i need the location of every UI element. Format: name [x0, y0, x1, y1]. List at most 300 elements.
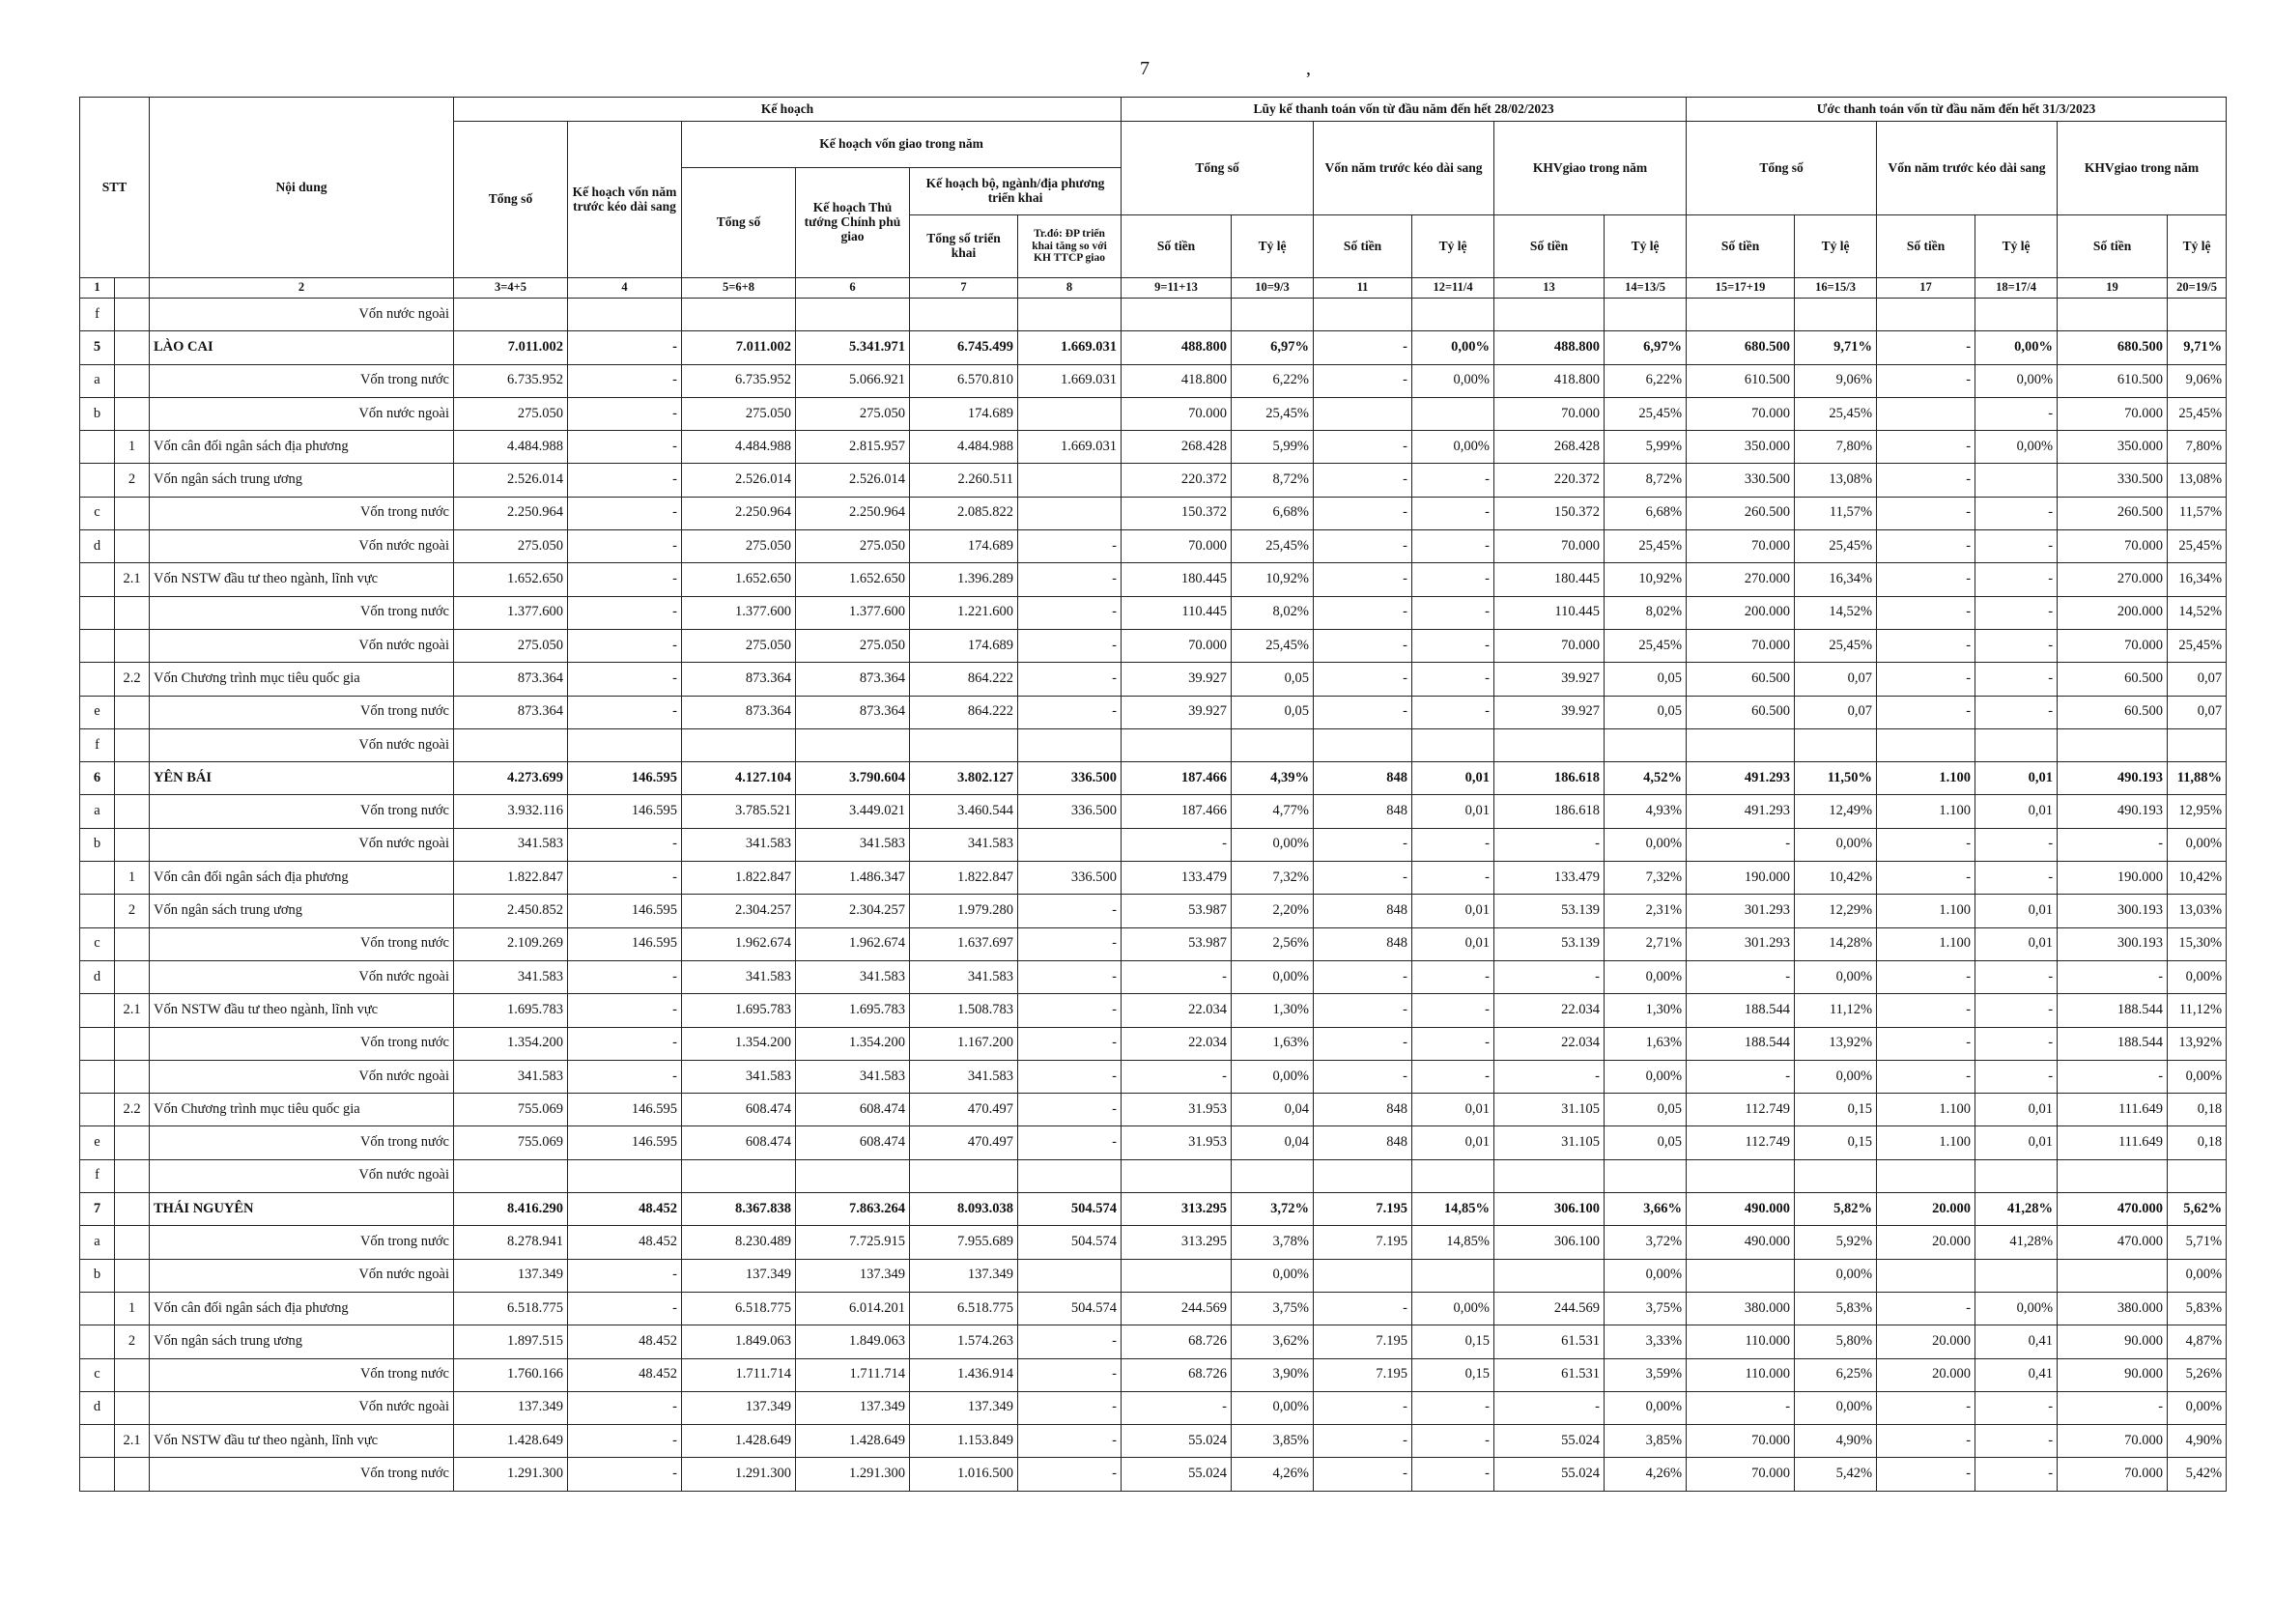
value-cell: -	[1877, 331, 1975, 364]
value-cell: 0,05	[1232, 696, 1314, 728]
value-cell: 5,26%	[2168, 1358, 2227, 1391]
value-cell: 70.000	[1494, 397, 1605, 430]
value-cell	[568, 299, 682, 331]
value-cell: -	[1877, 1292, 1975, 1325]
value-cell: 110.445	[1494, 596, 1605, 629]
value-cell: 1.695.783	[796, 994, 910, 1027]
sub-stt-cell	[115, 331, 150, 364]
content-cell: Vốn trong nước	[150, 364, 454, 397]
header-lk-von-nam-truoc: Vốn năm trước kéo dài sang	[1314, 122, 1494, 215]
value-cell: -	[1975, 696, 2058, 728]
value-cell: 39.927	[1494, 696, 1605, 728]
table-row	[80, 497, 2227, 529]
value-cell: 1.695.783	[682, 994, 796, 1027]
value-cell: 25,45%	[1232, 397, 1314, 430]
sub-stt-cell	[115, 364, 150, 397]
value-cell: 341.583	[910, 1060, 1018, 1093]
table-row	[80, 1159, 2227, 1192]
stt-cell	[80, 1094, 115, 1126]
value-cell: -	[1877, 1027, 1975, 1060]
value-cell: 3.785.521	[682, 795, 796, 828]
value-cell: 336.500	[1018, 862, 1122, 895]
value-cell	[568, 728, 682, 761]
value-cell: 5,42%	[2168, 1458, 2227, 1491]
col-index: 18=17/4	[1975, 278, 2058, 299]
value-cell: -	[1314, 1458, 1412, 1491]
value-cell: 2.250.964	[796, 497, 910, 529]
value-cell: 5,42%	[1795, 1458, 1877, 1491]
value-cell: -	[1975, 663, 2058, 696]
value-cell: 6.518.775	[682, 1292, 796, 1325]
value-cell: -	[568, 828, 682, 861]
stt-cell: f	[80, 1159, 115, 1192]
value-cell: -	[1018, 596, 1122, 629]
value-cell: 848	[1314, 1094, 1412, 1126]
value-cell	[1877, 1159, 1975, 1192]
value-cell: 14,52%	[1795, 596, 1877, 629]
col-index: 17	[1877, 278, 1975, 299]
value-cell: 864.222	[910, 696, 1018, 728]
col-index: 19	[2058, 278, 2168, 299]
value-cell: 60.500	[2058, 663, 2168, 696]
col-index: 12=11/4	[1412, 278, 1494, 299]
value-cell: 14,52%	[2168, 596, 2227, 629]
table-row	[80, 762, 2227, 795]
sub-stt-cell	[115, 728, 150, 761]
value-cell: 244.569	[1122, 1292, 1232, 1325]
value-cell: 275.050	[454, 397, 568, 430]
sub-stt-cell	[115, 530, 150, 563]
value-cell: 341.583	[682, 828, 796, 861]
value-cell: 53.987	[1122, 895, 1232, 927]
value-cell: 110.445	[1122, 596, 1232, 629]
value-cell: 13,03%	[2168, 895, 2227, 927]
table-row	[80, 1193, 2227, 1226]
value-cell: 6,68%	[1605, 497, 1687, 529]
value-cell: 70.000	[1687, 530, 1795, 563]
value-cell: 55.024	[1494, 1425, 1605, 1458]
value-cell: 70.000	[1687, 629, 1795, 662]
stt-cell: a	[80, 364, 115, 397]
value-cell	[796, 1159, 910, 1192]
value-cell: 300.193	[2058, 895, 2168, 927]
value-cell: 0,00%	[1412, 431, 1494, 464]
content-cell: Vốn nước ngoài	[150, 299, 454, 331]
value-cell: 5,99%	[1232, 431, 1314, 464]
value-cell: 341.583	[454, 828, 568, 861]
value-cell: 268.428	[1122, 431, 1232, 464]
value-cell: 1.377.600	[454, 596, 568, 629]
value-cell: 0,15	[1412, 1325, 1494, 1358]
value-cell: 55.024	[1494, 1458, 1605, 1491]
value-cell: -	[1314, 331, 1412, 364]
value-cell	[1975, 1259, 2058, 1292]
value-cell: 8.230.489	[682, 1226, 796, 1259]
value-cell: 490.193	[2058, 762, 2168, 795]
value-cell: 350.000	[1687, 431, 1795, 464]
value-cell: 174.689	[910, 530, 1018, 563]
value-cell: 2.085.822	[910, 497, 1018, 529]
value-cell: -	[1975, 629, 2058, 662]
value-cell: 22.034	[1494, 1027, 1605, 1060]
content-cell: Vốn trong nước	[150, 927, 454, 960]
value-cell: 3,33%	[1605, 1325, 1687, 1358]
value-cell: 341.583	[796, 1060, 910, 1093]
value-cell: 14,85%	[1412, 1193, 1494, 1226]
value-cell: 55.024	[1122, 1425, 1232, 1458]
sub-stt-cell: 2	[115, 1325, 150, 1358]
value-cell: 150.372	[1122, 497, 1232, 529]
table-row	[80, 663, 2227, 696]
value-cell: 301.293	[1687, 927, 1795, 960]
value-cell: 7.195	[1314, 1325, 1412, 1358]
value-cell: 1.849.063	[682, 1325, 796, 1358]
value-cell: 608.474	[796, 1094, 910, 1126]
header-lk-khv-giao: KHVgiao trong năm	[1494, 122, 1687, 215]
value-cell: -	[1314, 1292, 1412, 1325]
table-row	[80, 464, 2227, 497]
value-cell: 0,00%	[1975, 1292, 2058, 1325]
value-cell: 0,07	[2168, 696, 2227, 728]
col-index: 11	[1314, 278, 1412, 299]
content-cell: Vốn trong nước	[150, 696, 454, 728]
value-cell: -	[1018, 1325, 1122, 1358]
content-cell: Vốn Chương trình mục tiêu quốc gia	[150, 663, 454, 696]
content-cell: Vốn cân đối ngân sách địa phương	[150, 1292, 454, 1325]
value-cell: 1.100	[1877, 795, 1975, 828]
value-cell: -	[1687, 960, 1795, 993]
value-cell: 8,72%	[1232, 464, 1314, 497]
stt-cell	[80, 862, 115, 895]
value-cell	[682, 728, 796, 761]
value-cell: -	[1018, 1358, 1122, 1391]
value-cell: 0,07	[1795, 696, 1877, 728]
value-cell: -	[2058, 1391, 2168, 1424]
value-cell: 0,04	[1232, 1094, 1314, 1126]
col-index: 5=6+8	[682, 278, 796, 299]
col-index: 3=4+5	[454, 278, 568, 299]
value-cell: -	[568, 1292, 682, 1325]
value-cell: 488.800	[1122, 331, 1232, 364]
value-cell: 1.100	[1877, 762, 1975, 795]
value-cell: -	[1975, 1425, 2058, 1458]
content-cell: Vốn nước ngoài	[150, 1391, 454, 1424]
value-cell: 0,01	[1975, 795, 2058, 828]
value-cell: 20.000	[1877, 1358, 1975, 1391]
content-cell: Vốn nước ngoài	[150, 530, 454, 563]
value-cell: -	[1687, 828, 1795, 861]
value-cell	[454, 728, 568, 761]
value-cell: 110.000	[1687, 1358, 1795, 1391]
value-cell: 1.354.200	[454, 1027, 568, 1060]
value-cell: 13,92%	[2168, 1027, 2227, 1060]
stt-cell	[80, 1325, 115, 1358]
value-cell: -	[1412, 464, 1494, 497]
value-cell: 6,22%	[1232, 364, 1314, 397]
value-cell: 16,34%	[1795, 563, 1877, 596]
value-cell: 848	[1314, 1126, 1412, 1159]
value-cell: 0,00%	[1795, 960, 1877, 993]
value-cell: 11,57%	[2168, 497, 2227, 529]
value-cell: 188.544	[1687, 994, 1795, 1027]
value-cell: 0,01	[1975, 927, 2058, 960]
value-cell: 70.000	[1122, 530, 1232, 563]
value-cell: -	[1412, 696, 1494, 728]
value-cell: 1.711.714	[796, 1358, 910, 1391]
value-cell: 300.193	[2058, 927, 2168, 960]
value-cell: 873.364	[682, 663, 796, 696]
value-cell: 16,34%	[2168, 563, 2227, 596]
content-cell: Vốn nước ngoài	[150, 1159, 454, 1192]
value-cell: 1.291.300	[796, 1458, 910, 1491]
value-cell: 1.669.031	[1018, 431, 1122, 464]
value-cell: 0,00%	[2168, 828, 2227, 861]
header-ty-le: Tỷ lệ	[2168, 215, 2227, 278]
header-kh-tong-so: Tổng số	[454, 122, 568, 278]
col-index: 1	[80, 278, 115, 299]
value-cell: 146.595	[568, 927, 682, 960]
value-cell: 0,01	[1412, 927, 1494, 960]
value-cell	[1877, 397, 1975, 430]
value-cell: 0,00%	[1605, 1259, 1687, 1292]
value-cell: -	[1018, 663, 1122, 696]
value-cell: 504.574	[1018, 1292, 1122, 1325]
value-cell: 341.583	[454, 960, 568, 993]
value-cell	[682, 1159, 796, 1192]
value-cell: 20.000	[1877, 1193, 1975, 1226]
table-row	[80, 1226, 2227, 1259]
value-cell: -	[568, 563, 682, 596]
value-cell: 12,49%	[1795, 795, 1877, 828]
value-cell	[1232, 1159, 1314, 1192]
value-cell: 1.822.847	[454, 862, 568, 895]
value-cell: 61.531	[1494, 1325, 1605, 1358]
value-cell: 7.195	[1314, 1358, 1412, 1391]
value-cell: -	[1018, 563, 1122, 596]
value-cell: 70.000	[1494, 629, 1605, 662]
column-index-row	[80, 278, 2227, 299]
stt-cell: e	[80, 696, 115, 728]
value-cell: 12,95%	[2168, 795, 2227, 828]
value-cell: 470.000	[2058, 1193, 2168, 1226]
value-cell: -	[1877, 464, 1975, 497]
value-cell: -	[1412, 828, 1494, 861]
value-cell: 0,15	[1795, 1094, 1877, 1126]
value-cell: 2,71%	[1605, 927, 1687, 960]
value-cell: 244.569	[1494, 1292, 1605, 1325]
value-cell	[2058, 728, 2168, 761]
value-cell: 5,82%	[1795, 1193, 1877, 1226]
value-cell	[1605, 299, 1687, 331]
value-cell: 0,00%	[1795, 1259, 1877, 1292]
stt-cell	[80, 1425, 115, 1458]
col-index: 14=13/5	[1605, 278, 1687, 299]
value-cell: 7.195	[1314, 1193, 1412, 1226]
value-cell	[910, 1159, 1018, 1192]
value-cell: 4,93%	[1605, 795, 1687, 828]
value-cell: 1.377.600	[682, 596, 796, 629]
col-index: 10=9/3	[1232, 278, 1314, 299]
value-cell: 190.000	[2058, 862, 2168, 895]
value-cell: 9,06%	[1795, 364, 1877, 397]
value-cell: 1.354.200	[796, 1027, 910, 1060]
sub-stt-cell	[115, 1060, 150, 1093]
value-cell: 146.595	[568, 795, 682, 828]
value-cell: 4.484.988	[454, 431, 568, 464]
value-cell: 0,41	[1975, 1358, 2058, 1391]
header-ty-le: Tỷ lệ	[1605, 215, 1687, 278]
value-cell: 4,39%	[1232, 762, 1314, 795]
value-cell: 7,32%	[1232, 862, 1314, 895]
value-cell: 2.526.014	[796, 464, 910, 497]
value-cell: 70.000	[1687, 1425, 1795, 1458]
value-cell: 14,28%	[1795, 927, 1877, 960]
value-cell: 48.452	[568, 1193, 682, 1226]
value-cell: 341.583	[910, 960, 1018, 993]
table-row	[80, 364, 2227, 397]
value-cell: 13,08%	[1795, 464, 1877, 497]
value-cell	[1412, 299, 1494, 331]
value-cell: 7.863.264	[796, 1193, 910, 1226]
value-cell: 25,45%	[1605, 530, 1687, 563]
value-cell	[2168, 728, 2227, 761]
value-cell: -	[1412, 663, 1494, 696]
value-cell: -	[568, 960, 682, 993]
value-cell: -	[1975, 960, 2058, 993]
value-cell: 8.367.838	[682, 1193, 796, 1226]
value-cell: 20.000	[1877, 1325, 1975, 1358]
table-row	[80, 299, 2227, 331]
col-index: 20=19/5	[2168, 278, 2227, 299]
value-cell: -	[1412, 1027, 1494, 1060]
value-cell: 70.000	[1687, 1458, 1795, 1491]
stt-cell: 7	[80, 1193, 115, 1226]
value-cell: 186.618	[1494, 795, 1605, 828]
value-cell: 504.574	[1018, 1226, 1122, 1259]
value-cell: 25,45%	[2168, 397, 2227, 430]
value-cell: 3,59%	[1605, 1358, 1687, 1391]
value-cell: -	[1314, 530, 1412, 563]
value-cell: 6,22%	[1605, 364, 1687, 397]
content-cell: Vốn nước ngoài	[150, 828, 454, 861]
value-cell: 0,01	[1412, 1094, 1494, 1126]
value-cell	[1314, 299, 1412, 331]
value-cell: 187.466	[1122, 762, 1232, 795]
value-cell: -	[1412, 1060, 1494, 1093]
value-cell: -	[1412, 1425, 1494, 1458]
value-cell: 55.024	[1122, 1458, 1232, 1491]
value-cell: -	[568, 331, 682, 364]
table-row	[80, 331, 2227, 364]
value-cell: 864.222	[910, 663, 1018, 696]
value-cell	[1314, 728, 1412, 761]
value-cell: 1,30%	[1232, 994, 1314, 1027]
value-cell: 39.927	[1494, 663, 1605, 696]
value-cell: -	[1877, 629, 1975, 662]
value-cell	[568, 1159, 682, 1192]
value-cell: 41,28%	[1975, 1193, 2058, 1226]
value-cell	[1975, 728, 2058, 761]
value-cell: -	[1412, 862, 1494, 895]
value-cell: 12,29%	[1795, 895, 1877, 927]
value-cell: -	[1018, 960, 1122, 993]
content-cell: Vốn trong nước	[150, 1458, 454, 1491]
table-row	[80, 696, 2227, 728]
value-cell: -	[1877, 696, 1975, 728]
value-cell: 275.050	[796, 530, 910, 563]
value-cell: -	[1018, 629, 1122, 662]
value-cell: 275.050	[682, 629, 796, 662]
value-cell: 200.000	[1687, 596, 1795, 629]
value-cell: -	[1018, 530, 1122, 563]
value-cell: -	[1412, 563, 1494, 596]
value-cell: 31.953	[1122, 1126, 1232, 1159]
content-cell: Vốn trong nước	[150, 497, 454, 529]
header-kh-von-giao: Kế hoạch vốn giao trong năm	[682, 122, 1122, 168]
value-cell: -	[568, 497, 682, 529]
header-ty-le: Tỷ lệ	[1795, 215, 1877, 278]
value-cell: 0,01	[1975, 1126, 2058, 1159]
value-cell: 187.466	[1122, 795, 1232, 828]
value-cell: 5,92%	[1795, 1226, 1877, 1259]
value-cell: -	[568, 1391, 682, 1424]
value-cell: -	[568, 696, 682, 728]
header-kh-ttcp: Kế hoạch Thủ tướng Chính phủ giao	[796, 168, 910, 278]
sub-stt-cell	[115, 927, 150, 960]
value-cell: 8.416.290	[454, 1193, 568, 1226]
value-cell: -	[1877, 530, 1975, 563]
table-row	[80, 530, 2227, 563]
value-cell: 0,00%	[1795, 1060, 1877, 1093]
value-cell: 275.050	[454, 629, 568, 662]
content-cell: Vốn nước ngoài	[150, 1259, 454, 1292]
sub-stt-cell: 2	[115, 464, 150, 497]
value-cell: 25,45%	[2168, 629, 2227, 662]
value-cell: 0,00%	[2168, 1060, 2227, 1093]
value-cell: -	[1494, 1060, 1605, 1093]
value-cell: 1.428.649	[682, 1425, 796, 1458]
value-cell: 2.260.511	[910, 464, 1018, 497]
value-cell: 1.574.263	[910, 1325, 1018, 1358]
value-cell: -	[1314, 1027, 1412, 1060]
value-cell: 0,00%	[1232, 1391, 1314, 1424]
value-cell: 4.127.104	[682, 762, 796, 795]
value-cell: 873.364	[454, 696, 568, 728]
value-cell: 7.195	[1314, 1226, 1412, 1259]
value-cell: 8.093.038	[910, 1193, 1018, 1226]
value-cell	[1795, 728, 1877, 761]
header-tong-so-trien-khai: Tổng số triển khai	[910, 215, 1018, 278]
value-cell: -	[1975, 994, 2058, 1027]
stt-cell	[80, 895, 115, 927]
value-cell: 4,90%	[2168, 1425, 2227, 1458]
value-cell: 9,71%	[2168, 331, 2227, 364]
value-cell: 137.349	[796, 1391, 910, 1424]
value-cell: -	[1018, 1391, 1122, 1424]
value-cell: -	[1494, 960, 1605, 993]
value-cell: 8,72%	[1605, 464, 1687, 497]
sub-stt-cell	[115, 1193, 150, 1226]
stt-cell: c	[80, 927, 115, 960]
value-cell: 0,41	[1975, 1325, 2058, 1358]
value-cell: 0,01	[1975, 895, 2058, 927]
value-cell: 133.479	[1494, 862, 1605, 895]
value-cell: 25,45%	[2168, 530, 2227, 563]
value-cell: 313.295	[1122, 1226, 1232, 1259]
value-cell: 755.069	[454, 1094, 568, 1126]
value-cell	[454, 1159, 568, 1192]
value-cell: -	[1314, 364, 1412, 397]
